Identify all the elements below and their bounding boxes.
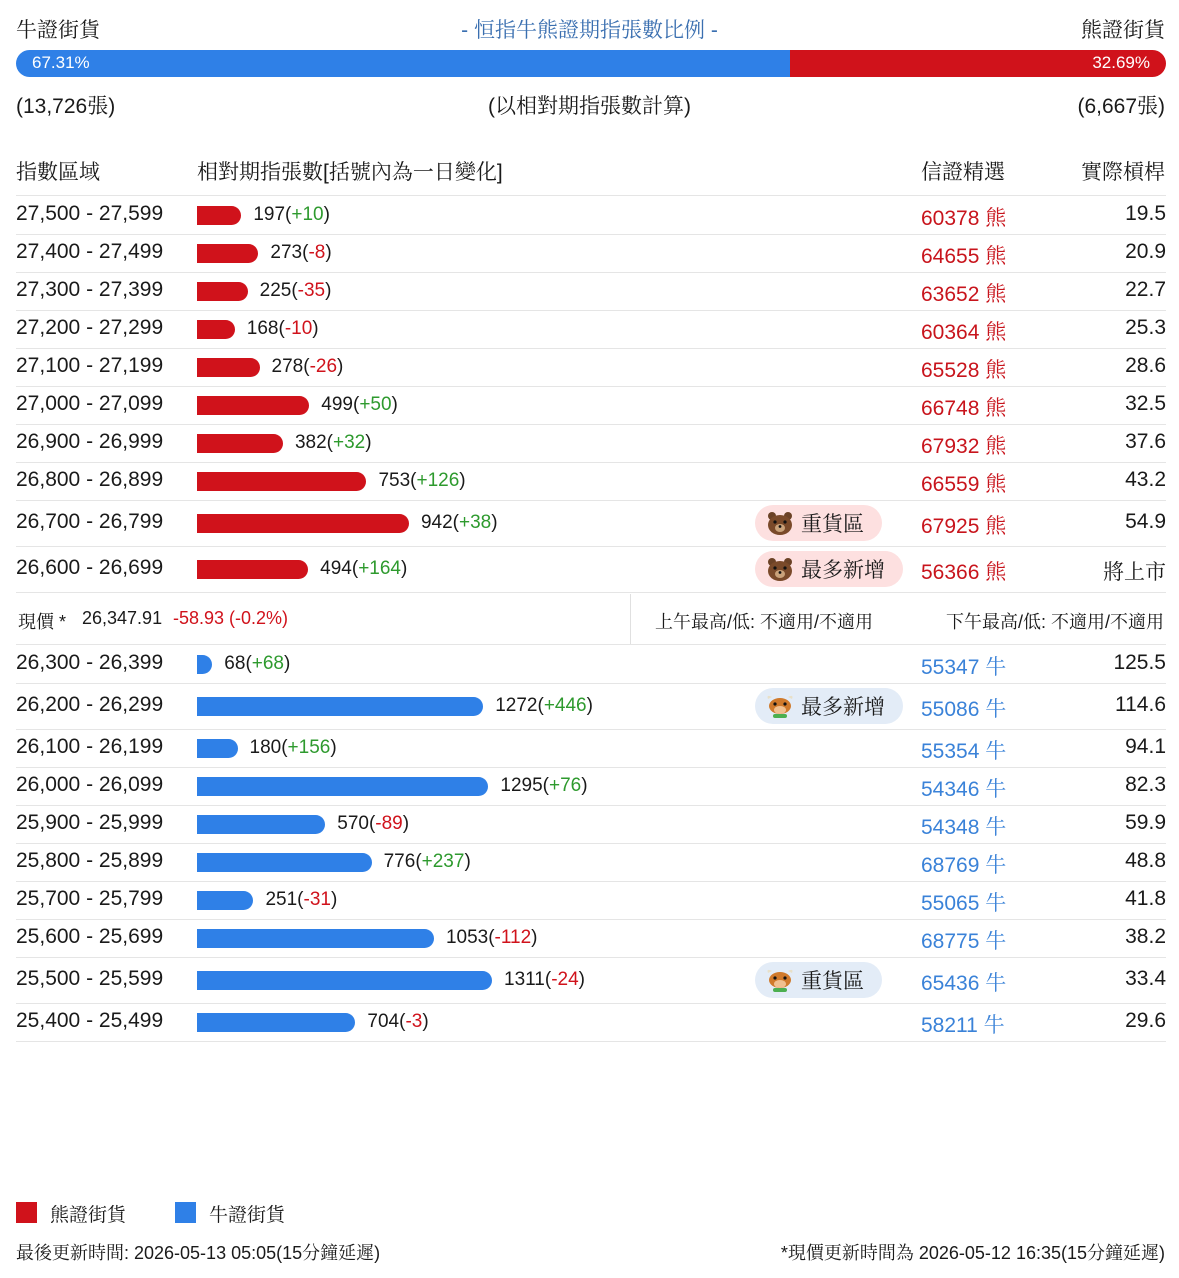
contracts-count: 776 (383, 851, 416, 872)
warrant-code-link[interactable]: 54348 牛 (921, 816, 1007, 839)
effective-leverage: 28.6 (1125, 354, 1166, 377)
bull-contracts-bar (197, 655, 212, 674)
price-change: -58.93 (-0.2%) (173, 608, 289, 628)
bull-contracts-bar (197, 697, 483, 716)
contracts-count: 225 (259, 280, 292, 301)
contracts-change: +446 (543, 695, 587, 716)
warrant-code-link[interactable]: 60378 熊 (921, 207, 1007, 230)
bull-row (16, 919, 1166, 958)
bear-row (16, 348, 1166, 387)
bull-contracts-bar (197, 777, 488, 796)
bear-row (16, 234, 1166, 273)
contracts-count: 499 (321, 394, 353, 415)
bull-contracts-bar (197, 891, 253, 910)
legend-bull-swatch (175, 1202, 196, 1223)
calc-note: (以相對期指張數計算) (488, 95, 691, 118)
range-label: 26,300 - 26,399 (16, 651, 164, 674)
bear-row (16, 386, 1166, 425)
bull-icon (765, 693, 795, 719)
range-label: 26,000 - 26,099 (16, 773, 164, 796)
contracts-change: -112 (494, 927, 532, 948)
effective-leverage: 20.9 (1125, 240, 1166, 263)
bull-row (16, 881, 1166, 920)
bull-highlight-tag (755, 688, 903, 724)
price-row-divider (630, 594, 631, 644)
contracts-change: +32 (332, 432, 366, 453)
contracts-value: 570(-89) (337, 813, 410, 834)
effective-leverage: 32.5 (1125, 392, 1166, 415)
bear-contracts-bar (197, 472, 366, 491)
contracts-value: 1272(+446) (495, 695, 593, 716)
warrant-code-link[interactable]: 66559 熊 (921, 473, 1007, 496)
highlight-tag-label: 最多新增 (801, 559, 885, 582)
legend-bear-label: 熊證街貨 (50, 1205, 127, 1226)
contracts-change: +68 (251, 653, 284, 674)
range-label: 26,800 - 26,899 (16, 468, 164, 491)
bull-contracts-bar (197, 971, 492, 990)
bear-row (16, 424, 1166, 463)
contracts-value: 197(+10) (253, 204, 330, 225)
col-header-leverage: 實際槓桿 (1081, 161, 1165, 184)
contracts-count: 197 (253, 204, 286, 225)
effective-leverage: 19.5 (1125, 202, 1166, 225)
contracts-change: -31 (303, 889, 331, 910)
current-price-row (16, 594, 1166, 645)
bull-row (16, 843, 1166, 882)
col-header-range: 指數區域 (16, 161, 100, 184)
bull-row (16, 805, 1166, 844)
bear-highlight-tag (755, 551, 903, 587)
contracts-change: +76 (549, 775, 582, 796)
range-label: 25,600 - 25,699 (16, 925, 164, 948)
bull-bear-ratio-bar (16, 50, 1166, 77)
effective-leverage: 38.2 (1125, 925, 1166, 948)
contracts-value: 68(+68) (224, 653, 291, 674)
bear-row (16, 546, 1166, 593)
range-label: 26,900 - 26,999 (16, 430, 164, 453)
contracts-count: 273 (270, 242, 303, 263)
effective-leverage: 43.2 (1125, 468, 1166, 491)
bear-contracts-bar (197, 434, 283, 453)
bull-row (16, 683, 1166, 730)
warrant-code-link[interactable]: 63652 熊 (921, 283, 1007, 306)
warrant-code-link[interactable]: 68769 牛 (921, 854, 1007, 877)
bull-icon (765, 967, 795, 993)
pm-high-low: 下午最高/低: 不適用/不適用 (945, 612, 1164, 632)
effective-leverage: 29.6 (1125, 1009, 1166, 1032)
contracts-value: 753(+126) (378, 470, 466, 491)
warrant-code-link[interactable]: 55065 牛 (921, 892, 1007, 915)
bull-outstanding-label: 牛證街貨 (16, 19, 100, 42)
warrant-code-link[interactable]: 55086 牛 (921, 698, 1007, 721)
contracts-count: 704 (367, 1011, 400, 1032)
contracts-count: 278 (271, 356, 304, 377)
bull-contracts-bar (197, 739, 238, 758)
contracts-change: +237 (421, 851, 465, 872)
contracts-count: 382 (294, 432, 327, 453)
bull-contracts-bar (197, 815, 325, 834)
bear-row (16, 500, 1166, 547)
bull-row (16, 729, 1166, 768)
effective-leverage: 48.8 (1125, 849, 1166, 872)
contracts-count: 1311 (504, 969, 545, 990)
range-label: 27,400 - 27,499 (16, 240, 164, 263)
bear-contracts-bar (197, 206, 241, 225)
bear-contracts-bar (197, 244, 258, 263)
contracts-value: 168(-10) (246, 318, 319, 339)
bear-ratio-segment (790, 50, 1166, 77)
range-label: 27,100 - 27,199 (16, 354, 164, 377)
bull-count: (13,726張) (16, 95, 116, 118)
bear-contracts-bar (197, 320, 235, 339)
legend-bear-swatch (16, 1202, 37, 1223)
contracts-value: 494(+164) (320, 558, 408, 579)
bull-highlight-tag (755, 962, 882, 998)
contracts-count: 494 (320, 558, 352, 579)
contracts-change: +38 (458, 512, 492, 533)
contracts-change: -8 (308, 242, 326, 263)
price-label: 現價 * (18, 612, 67, 632)
bear-row (16, 196, 1166, 235)
warrant-code-link[interactable]: 67932 熊 (921, 435, 1007, 458)
effective-leverage: 37.6 (1125, 430, 1166, 453)
warrant-code-link[interactable]: 65436 牛 (921, 972, 1007, 995)
contracts-count: 251 (265, 889, 298, 910)
warrant-code-link[interactable]: 64655 熊 (921, 245, 1007, 268)
effective-leverage: 22.7 (1125, 278, 1166, 301)
bear-contracts-bar (197, 396, 309, 415)
contracts-count: 180 (249, 737, 282, 758)
effective-leverage: 59.9 (1125, 811, 1166, 834)
contracts-change: -10 (284, 318, 313, 339)
effective-leverage: 114.6 (1115, 693, 1166, 716)
contracts-value: 776(+237) (383, 851, 471, 872)
bull-contracts-bar (197, 1013, 355, 1032)
warrant-code-link[interactable]: 67925 熊 (921, 515, 1007, 538)
contracts-change: -3 (405, 1011, 423, 1032)
bear-contracts-bar (197, 282, 248, 301)
warrant-code-link[interactable]: 56366 熊 (921, 561, 1007, 584)
contracts-value: 499(+50) (321, 394, 398, 415)
bear-row (16, 310, 1166, 349)
contracts-count: 942 (420, 512, 453, 533)
contracts-count: 68 (224, 653, 246, 674)
bull-row (16, 957, 1166, 1004)
effective-leverage: 54.9 (1125, 510, 1166, 533)
contracts-value: 1295(+76) (500, 775, 588, 796)
effective-leverage: 將上市 (1103, 561, 1166, 584)
contracts-change: -89 (375, 813, 403, 834)
bear-contracts-bar (197, 514, 409, 533)
bull-row (16, 767, 1166, 806)
bear-contracts-bar (197, 358, 260, 377)
bull-row (16, 645, 1166, 684)
warrant-code-link[interactable]: 66748 熊 (921, 397, 1007, 420)
contracts-count: 168 (246, 318, 279, 339)
bear-row (16, 462, 1166, 501)
contracts-change: -26 (309, 356, 338, 377)
contracts-value: 225(-35) (259, 280, 332, 301)
effective-leverage: 125.5 (1113, 651, 1166, 674)
bear-highlight-tag (755, 505, 882, 541)
contracts-value: 278(-26) (271, 356, 344, 377)
col-header-pick: 信證精選 (921, 161, 1005, 184)
range-label: 26,100 - 26,199 (16, 735, 164, 758)
warrant-code-link[interactable]: 54346 牛 (921, 778, 1007, 801)
col-header-contracts: 相對期指張數[括號內為一日變化] (197, 161, 503, 184)
contracts-count: 1272 (495, 695, 538, 716)
bear-row (16, 272, 1166, 311)
warrant-code-link[interactable]: 65528 熊 (921, 359, 1007, 382)
contracts-value: 1053(-112) (445, 927, 538, 948)
bear-icon (765, 556, 795, 582)
contracts-change: -24 (551, 969, 579, 990)
contracts-change: +126 (416, 470, 460, 491)
effective-leverage: 94.1 (1125, 735, 1166, 758)
range-label: 25,900 - 25,999 (16, 811, 164, 834)
legend-bull-label: 牛證街貨 (209, 1205, 286, 1226)
range-label: 27,500 - 27,599 (16, 202, 164, 225)
bear-contracts-bar (197, 560, 308, 579)
last-updated: 最後更新時間: 2026-05-13 05:05(15分鐘延遲) (16, 1243, 381, 1263)
highlight-tag-label: 重貨區 (801, 513, 864, 536)
range-label: 26,700 - 26,799 (16, 510, 164, 533)
warrant-code-link[interactable]: 55347 牛 (921, 656, 1007, 679)
contracts-value: 1311(-24) (504, 969, 585, 990)
contracts-count: 1053 (445, 927, 489, 948)
bull-row (16, 1003, 1166, 1042)
warrant-code-link[interactable]: 60364 熊 (921, 321, 1007, 344)
bear-count: (6,667張) (1077, 95, 1165, 118)
bull-contracts-bar (197, 853, 372, 872)
contracts-change: +10 (291, 204, 324, 225)
bull-ratio-text: 67.31% (32, 53, 90, 72)
bear-ratio-text: 32.69% (1092, 53, 1150, 72)
effective-leverage: 41.8 (1125, 887, 1166, 910)
range-label: 26,600 - 26,699 (16, 556, 164, 579)
contracts-change: -35 (297, 280, 326, 301)
range-label: 25,500 - 25,599 (16, 967, 164, 990)
page-title: - 恒指牛熊證期指張數比例 - (461, 19, 718, 42)
price-value: 26,347.91 (82, 608, 163, 628)
effective-leverage: 25.3 (1125, 316, 1166, 339)
highlight-tag-label: 重貨區 (801, 970, 864, 993)
contracts-value: 942(+38) (420, 512, 498, 533)
contracts-change: +164 (358, 558, 401, 579)
warrant-code-link[interactable]: 68775 牛 (921, 930, 1007, 953)
range-label: 27,200 - 27,299 (16, 316, 164, 339)
range-label: 26,200 - 26,299 (16, 693, 164, 716)
contracts-change: +50 (359, 394, 392, 415)
range-label: 27,000 - 27,099 (16, 392, 164, 415)
bull-contracts-bar (197, 929, 434, 948)
price-updated: *現價更新時間為 2026-05-12 16:35(15分鐘延遲) (780, 1243, 1165, 1263)
warrant-code-link[interactable]: 58211 牛 (921, 1014, 1005, 1037)
range-label: 25,800 - 25,899 (16, 849, 164, 872)
bull-ratio-segment (16, 50, 790, 77)
contracts-value: 251(-31) (265, 889, 338, 910)
warrant-code-link[interactable]: 55354 牛 (921, 740, 1007, 763)
am-high-low: 上午最高/低: 不適用/不適用 (655, 612, 874, 632)
range-label: 25,400 - 25,499 (16, 1009, 164, 1032)
effective-leverage: 82.3 (1125, 773, 1166, 796)
contracts-value: 273(-8) (270, 242, 332, 263)
contracts-change: +156 (287, 737, 331, 758)
range-label: 27,300 - 27,399 (16, 278, 164, 301)
bear-outstanding-label: 熊證街貨 (1081, 19, 1165, 42)
bear-icon (765, 510, 795, 536)
contracts-count: 570 (337, 813, 369, 834)
contracts-count: 753 (378, 470, 411, 491)
contracts-count: 1295 (500, 775, 543, 796)
contracts-value: 382(+32) (294, 432, 372, 453)
highlight-tag-label: 最多新增 (801, 696, 885, 719)
range-label: 25,700 - 25,799 (16, 887, 164, 910)
contracts-value: 180(+156) (249, 737, 337, 758)
effective-leverage: 33.4 (1125, 967, 1166, 990)
contracts-value: 704(-3) (367, 1011, 429, 1032)
